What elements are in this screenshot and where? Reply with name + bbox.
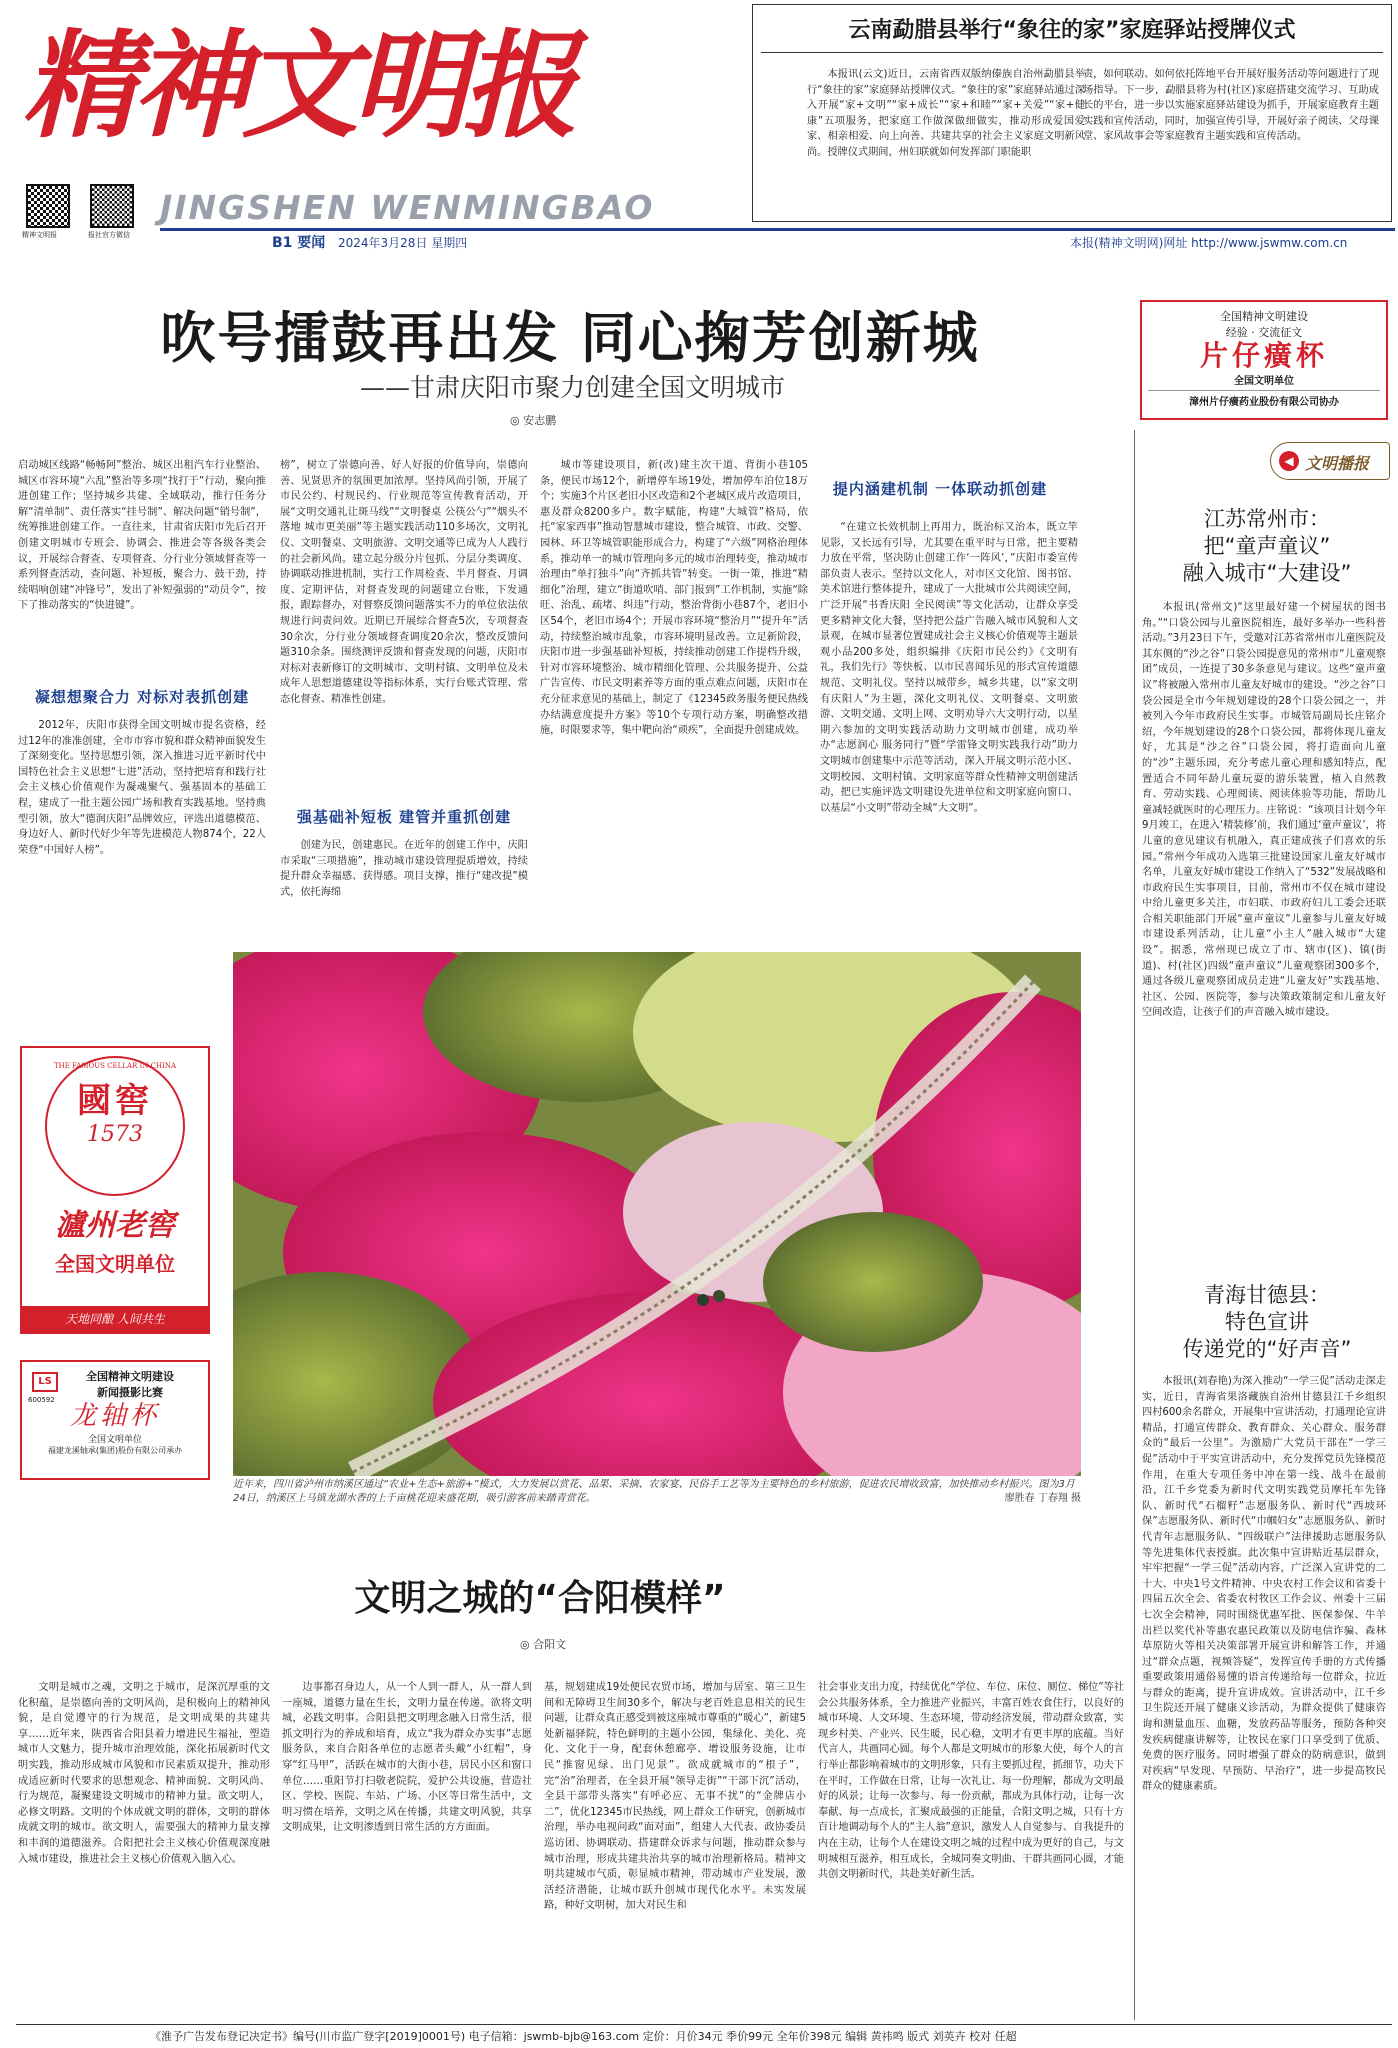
lead-subtitle: ——甘肃庆阳市聚力创建全国文明城市 bbox=[360, 373, 786, 402]
sidebar-s1-text: 本报讯(常州文)“这里最好建一个树屋状的图书角。”“口袋公园与儿童医院相连，最好多举办一些科普活动。”3月23日下午，受邀对江苏省常州市儿童医院及其东侧的“沙之谷”口袋公园提意见的常州市“儿童观察团”成员，一连提了30多条意见与建议。这些“童声童议”将被融入常州市儿童友好城市的建设。“沙之谷”口袋公园是全市今年规划建设的28个口袋公园之一，并被列入今年市政府民生实事。市城管局副局长庄铭介绍，今年规划建设的28个口袋公园，都将体现儿童友好，尤其是“沙之谷”口袋公园，将打造面向儿童的“沙”主题乐园，充分考虑儿童心理和感知特点，配置适合不同年龄儿童玩耍的游乐装置，植入自然教育、劳动实践、心理阅读、阅读体验等功能，帮助儿童减轻就医时的心理压力。庄铭说：“该项目计划今年9月竣工，在进入‘精装修’前，我们通过‘童声童议’，将儿童的意见建议有机融入，真正建成孩子们喜欢的乐园。”常州今年成功入选第三批建设国家儿童友好城市名单，儿童友好城市建设工作纳入了“532”发展战略和市政府民生实事项目，目前，常州市不仅在城市建设中给儿童更多关注，市妇联、市政府妇儿工委会还联合相关职能部门开展“童声童议”儿童参与儿童友好城市建设系列活动，让儿童“小主人”融入城市“大建设”。据悉，常州现已成立了市、辖市(区)、镇(街道)、村(社区)四级“童声童议”儿童观察团300多个，通过各级儿童观察团成员走进“儿童友好”实践基地、社区、公园、医院等，参与决策政策制定和儿童友好空间改造，让孩子们的声音融入城市建设。 bbox=[1142, 602, 1386, 1019]
top-story-col1: 本报讯(云文)近日，云南省西双版纳傣族自治州勐腊县举行“象往的家”家庭驿站授牌仪式。“象往的家”家庭驿站通过深入开展“家+文明”“家+成长”“家+和睦”“家+关爱”“家+健康”五项服务，把家庭工作做深做细做实，推动形成爱国爱家、相亲相爱、向上向善、共建共享的社会主义家庭文明新风尚。授牌仪式期间，州妇联就如何发挥部门职能职 bbox=[807, 69, 1085, 158]
story2-title: 文明之城的“合阳模样” bbox=[354, 1578, 726, 1619]
ad1-line2: 经验 · 交流征文 bbox=[1225, 326, 1303, 339]
longzhou-logo: LS bbox=[32, 1372, 58, 1392]
photo-credit: 廖胜春 丁春翔 摄 bbox=[1004, 1493, 1081, 1504]
sidebar-divider bbox=[1134, 430, 1135, 2020]
sidebar-column-title: 文明播报 bbox=[1305, 454, 1370, 473]
ad2-seal: 國窖 bbox=[77, 1081, 153, 1121]
dateline-rule bbox=[160, 228, 1395, 231]
ad-pianzaihuang bbox=[1140, 300, 1388, 420]
top-story-col2: 责，如何联动、如何依托阵地平台开展好服务活动等问题进行了现场指导。下一步，勐腊县将为村(社区)家庭搭建交流学习、互助成长的平台，进一步以实施家庭驿站建设为抓手，开展家庭教育主题实践和宣传活动，同时，加强宣传引导，开展好亲子阅读、父母课堂、家风故事会等家庭教育主题实践和宣传活动。 bbox=[1083, 69, 1379, 143]
lead-col4: “在建立长效机制上再用力，既治标又治本，既立竿见影，又长远有引导，尤其要在重平时与日常，把主要精力放在平常，坚决防止创建工作‘一阵风’，”庆阳市委宣传部负责人表示。坚持以文化人，对市区文化馆、图书馆、美术馆进行整体提升，建成了一大批城市公共阅读空间，广泛开展“书香庆阳 全民阅读”等文化活动，让群众享受更多精神文化大餐，坚持把公益广告融入城市风貌和人文景观，在城市显著位置建成社会主义核心价值观等主题景观小品200多处，组织编排《庆阳市民公约》《文明有礼，我们先行》等快板、以市民喜闻乐见的形式宣传道德规范、文明礼仪。坚持以城带乡，城乡共建，以“家文明有庆阳人”为主题，深化文明礼仪、文明餐桌、文明旅游、文明交通、文明上网、文明劝导六大文明行动，以星期六参加的文明实践活动助力文明城市创建，成功举办“志愿润心 服务同行”暨“学雷锋文明实践我行动”助力文明城市创建集中示范等活动，深入开展文明示范小区、文明校园、文明村镇、文明家庭等群众性精神文明创建活动，把已实施评选文明建设先进单位和文明家庭向窗口、以基层“小文明”带动全城“大文明”。 bbox=[820, 522, 1078, 814]
ad3-line2: 新闻摄影比赛 bbox=[97, 1386, 163, 1399]
ad2-unit: 全国文明单位 bbox=[55, 1252, 175, 1276]
ad2-brand: 瀘州老窖 bbox=[55, 1208, 175, 1243]
s2-title-line1: 青海甘德县： bbox=[1204, 1283, 1330, 1307]
sidebar-s2-text: 本报讯(刘春艳)为深入推动“一学三促”活动走深走实，近日，青海省果洛藏族自治州甘德县江千乡组织四村600余名群众，开展集中宣讲活动，打通理论宣讲精品，打通宣传群众、教育群众、关心群众、服务群众的“最后一公里”。为激励广大党员干部在“一学三促”活动中于平实宣讲活动中，充分发挥党员先锋模范作用，在重大专项任务中冲在第一线、战斗在最前沿，江千乡党委为新时代文明实践党员摩托车先锋队、新时代“石榴籽”志愿服务队、新时代“西坡环保”志愿服务队、新时代“巾帼妇女”志愿服务队、新时代青年志愿服务队、“四级联户”法律援助志愿服务队等先进集体代表授旗。此次集中宣讲贴近基层群众，牢牢把握“一学三促”活动内容，广泛深入宣讲党的二十大、中央1号文件精神、中央农村工作会议和省委十四届五次全会、省委农村牧区工作会议、州委十三届七次全会精神，同时围绕优惠军批、医保参保、牛羊出栏以奖代补等惠农惠民政策以及防电信诈骗、森林草原防火等相关决策部署开展宣讲和解答工作，并通过“群众点题，视频答疑”，发挥宣传手册的方式传播重要政策用通俗易懂的语言传递给每一位群众，拉近与群众的距离，提升宣讲成效。宣讲活动中，江千乡卫生院还开展了健康义诊活动，为群众提供了健康咨询和测量血压、血糖，发放药品等服务，预防各种突发疾病健康讲解等，让牧民在家门口享受到了优质、免费的医疗服务。同时增强了群众的防病意识，做到对疾病“早发现、早预防、早治疗”，进一步提高牧民群众的健康素质。 bbox=[1142, 1376, 1386, 1793]
qr-label-2: 报社官方微信 bbox=[88, 231, 130, 239]
ad3-line1: 全国精神文明建设 bbox=[86, 1370, 174, 1383]
dateline-section: B1 要闻 bbox=[272, 235, 326, 251]
ad3-stock: 600592 bbox=[28, 1396, 55, 1404]
lead-col2a: 榜”，树立了崇德向善、好人好报的价值导向，崇德向善、见贤思齐的氛围更加浓厚。坚持风尚引领，开展了市民公约、村规民约、行业规范等宣传教育活动，开展“文明交通礼让斑马线”“文明餐桌 公筷公勺”“烟头不落地 城市更美丽”等主题实践活动110多场次，文明礼仪、文明餐桌、文明旅游、文明交通等已成为人人践行的社会新风尚。建立起分级分片包抓、分层分类调度、协调联动推进机制，实行工作周检查、半月督查、月调度、定期评估，对督查发现的问题建立台账，下发通报，跟踪督办，对督察反馈问题落实不力的单位依法依规进行问责问效。近期已开展综合督查5次，专项督查30余次，分行业分领域督查调度20余次，整改反馈问题310余条。围绕测评反馈和督查发现的问题，庆阳市对标对表新修订的文明城市、文明村镇、文明单位及未成年人思想道德建设等指标体系，实行台账式管理、常态化督查、精准性创建。 bbox=[280, 460, 528, 705]
ad-guojiao bbox=[20, 1046, 210, 1334]
top-story-box bbox=[752, 4, 1392, 222]
s2-title-line3: 传递党的“好声音” bbox=[1182, 1337, 1352, 1361]
footer-text: 《淮予广告发布登记决定书》编号(川市监广登字[2019]0001号) 电子信箱：jswmb-bjb@163.com 定价：月价34元 季价99元 全年价398元 编辑 黄祎鸣 版式 刘英卉 校对 任超 bbox=[150, 2030, 1017, 2043]
qr-code-2 bbox=[90, 184, 134, 228]
dateline-site: 本报(精神文明网)网址 http://www.jswmw.com.cn bbox=[1070, 236, 1348, 250]
photo-caption bbox=[233, 1478, 1081, 1506]
lead-byline: ◎ 安志鹏 bbox=[510, 414, 557, 427]
story2-col4: 社会事业支出力度，持续优化“学位、车位、床位、厕位、梯位”等社会公共服务体系，全力推进产业振兴，丰富百姓农食住行，以良好的城市环境、人文环境、生态环境，带动经济发展，带动群众致富，实现乡村美、产业兴、民生暖，民心稳，文明才有更丰厚的底蕴。当好代言人，共画同心圆。每个人都是文明城市的形象大使，每个人的言行举止都影响着城市的文明形象，只有主要抓过程，抓细节，功夫下在平时，工作做在日常，让每一次礼让、每一份理解，都成为文明最好的风景；让每一次参与、每一份贡献，都成为具体行动，让每一次奉献、每一点成长，汇聚成最强的正能量，合阳文明之城，只有十方百计地调动每个人的“主人翁”意识，激发人人自觉参与、自我提升的内在主动，让每个人在建设文明之城的过程中成为更好的自己，与文明城相互滋养，相互成长，全城同奏文明曲、干群共画同心圆，才能共创文明新时代，共赴美好新生活。 bbox=[818, 1682, 1124, 1881]
lead-col3: 城市等建设项目，新(改)建主次干道、背街小巷105条，便民市场12个，新增停车场19处，增加停车泊位18万个；实施3个片区老旧小区改造和2个老城区成片改造项目，惠及群众8200多户。数字赋能，构建“大城管”格局，依托“家家西事”推动智慧城市建设，整合城管、市政、交警、园林、环卫等城管职能形成合力，构建了“六级”网格治理体系，推动单一的城市管理向多元的城市治理转变，推动城市治理由“单打独斗”向“齐抓共管”转变。一街一策，推进“精细化”治理，建立“街道吹哨、部门报到”工作机制，实施“除旺、治乱、疏堵、纠违”行动，整治背街小巷87个，老旧小区54个，老旧市场4个；开展市容环境“整治月”“提升年”活动，持续整治城市乱象，市容环境明显改善。立足新阶段，庆阳市进一步强基础补短板，持续推动创建工作提档升级，针对市容环境整治、城市精细化管理、公共服务提升、公益广告宣传、市民文明素养等方面的重点难点问题，庆阳市在充分征求意见的基础上，制定了《12345政务服务便民热线办结满意度提升方案》等10个专项行动方案，明确整改措施，时限要求等，集中靶向治“顽疾”，全面提升创建成效。 bbox=[540, 460, 808, 737]
lead-col1b: 2012年，庆阳市获得全国文明城市提名资格，经过12年的准准创建，全市市容市貌和群众精神面貌发生了深刻变化。坚持思想引领，深入推进习近平新时代中国特色社会主义思想“七进”活动，坚持把培育和践行社会主义核心价值观作为凝魂聚气、强基固本的基础工程，建成了一批主题公园广场和教育实践基地。坚持典型引领，放大“德润庆阳”品牌效应，评选出道德模范、身边好人、新时代好少年等先进模范人物874个，22人荣登“中国好人榜”。 bbox=[18, 720, 266, 856]
qr-label-1: 精神文明报 bbox=[22, 231, 57, 239]
top-story-title: 云南勐腊县举行“象往的家”家庭驿站授牌仪式 bbox=[761, 13, 1383, 53]
s2-title-line2: 特色宣讲 bbox=[1225, 1310, 1309, 1334]
dateline-date: 2024年3月28日 星期四 bbox=[338, 236, 468, 250]
lead-title: 吹号擂鼓再出发 同心掬芳创新城 bbox=[160, 306, 980, 370]
story2-col2: 边事都召身边人，从一个人到一群人，从一群人到一座城，道德力量在生长，文明力量在传递。欲将文明城，必践文明事。合阳县把文明理念融入日常生活，很抓文明行为的养成和培育，成立“我为群众办实事”志愿服务队，来自合阳各单位的志愿者头戴“小红帽”，身穿“红马甲”，活跃在城市的大街小巷，居民小区和窗口单位……重阳节打扫敬老院院，爱护公共设施，营造社区、学校、医院、车站、广场、小区等日常生活中，文明习惯在培养，文明之风在传播，共建文明风貌，共享文明成果，让文明渗透到日常生活的方方面面。 bbox=[282, 1682, 532, 1834]
ad-longzhou bbox=[20, 1360, 210, 1480]
story2-col3: 基，规划建成19处便民农贸市场，增加与居室、第三卫生间和无障碍卫生间30多个，解决与老百姓息息相关的民生问题，让群众真正感受到被这座城市尊重的“暖心”，新建5处新福驿院，特色鲜明的主题小公园，集绿化、美化、亮化、文化于一身，配套休憩廊亭、增设服务设施，让市民“推窗见绿、出门见景”。欲成就城市的“根子”，完“治”治理者，在全县开展“领导走街”“干部下沉”活动，全县干部带头落实“有呼必应、无事不扰”的“金牌店小二”，优化12345市民热线，网上群众工作研究，创新城市治理，举办电视问政“面对面”，组建人大代表、政协委员巡访团、协调联动、搭建群众诉求与问题，推动群众参与城市治理，形成共建共治共享的城市治理新格局。精神文明共建城市气质，彰显城市精神，带动城市产业发展，激活经济潜能，让城市跃升创城市现代化水平。未实发展路，种好文明树，加大对民生和 bbox=[544, 1682, 806, 1912]
s1-title-line1: 江苏常州市： bbox=[1204, 507, 1330, 531]
qr-code-1 bbox=[26, 184, 70, 228]
ad1-line1: 全国精神文明建设 bbox=[1220, 310, 1308, 323]
masthead-logo: 精神文明报 bbox=[22, 18, 572, 154]
photo-caption-text: 近年来，四川省泸州市纳溪区通过“农业+生态+旅游+”模式，大力发展以赏花、品果、采摘、农家宴、民俗手工艺等为主要特色的乡村旅游，促进农民增收致富，加快推动乡村振兴。图为3月24日，纳溪区上马镇龙湖水香的上千亩桃花迎来盛花期，吸引游客前来踏青赏花。 bbox=[233, 1479, 1075, 1504]
lead-subhead-3: 提内涵建机制 一体联动抓创建 bbox=[832, 480, 1048, 498]
ad3-company: 福建龙溪轴承(集团)股份有限公司承办 bbox=[47, 1446, 183, 1455]
ad3-unit: 全国文明单位 bbox=[87, 1435, 142, 1445]
guojiao-seal bbox=[45, 1056, 185, 1196]
s1-title-line3: 融入城市“大建设” bbox=[1182, 561, 1352, 585]
story2-byline: ◎ 合阳文 bbox=[520, 1638, 567, 1651]
sidebar-s1-title bbox=[1142, 506, 1392, 587]
speaker-icon: ◀ bbox=[1279, 451, 1299, 471]
lead-subhead-2: 强基础补短板 建管并重抓创建 bbox=[296, 808, 512, 826]
footer-rule bbox=[16, 2024, 1392, 2025]
masthead bbox=[18, 6, 758, 239]
lead-col1a: 启动城区线路“畅畅阿”整治、城区出租汽车行业整治、城区市容环境“六乱”整治等多项“找打于”行动，聚向推进创建工作；坚持城乡共建、全域联动，推行任务分解“清单制”、责任落实“挂号制”、解决问题“销号制”，统筹推进创建工作。一直往来，甘肃省庆阳市先后召开创建文明城市专班会、协调会、推进会等各级各类会议，开展综合督查、专项督查、分行业分领域督查等一系列督查活动，查问题、补短板，聚合力、鼓干劲，持续唱响创建“冲锋号”，发出了补短强弱的“动员令”，按下了推动落实的“快进键”。 bbox=[18, 460, 266, 612]
ad1-unit: 全国文明单位 bbox=[1234, 376, 1294, 387]
ad3-brand: 龙轴杯 bbox=[69, 1401, 160, 1431]
photo-illustration bbox=[233, 952, 1081, 1476]
sidebar-column-banner bbox=[1270, 442, 1390, 480]
ad2-slogan: 天地同酿 人间共生 bbox=[22, 1306, 208, 1332]
lead-subhead-1: 凝想想聚合力 对标对表抓创建 bbox=[34, 688, 250, 706]
s1-title-line2: 把“童声童议” bbox=[1203, 534, 1331, 558]
ad1-company: 漳州片仔癀药业股份有限公司协办 bbox=[1148, 390, 1380, 408]
sidebar-s2-title bbox=[1142, 1282, 1392, 1363]
ad2-year: 1573 bbox=[87, 1122, 143, 1147]
ad2-ring: THE FAMOUS CELLAR IN CHINA bbox=[53, 1062, 177, 1070]
lead-col2b: 创建为民，创建惠民。在近年的创建工作中，庆阳市采取“三项措施”，推动城市建设管理提质增效，持续提升群众幸福感、获得感。项目支撑，推行“建改提”模式，依托海绵 bbox=[280, 840, 528, 898]
ad1-brand: 片仔癀杯 bbox=[1199, 339, 1328, 372]
story2-col1: 文明是城市之魂，文明之于城市，是深沉厚重的文化积蕴，是崇德向善的文明风尚，是积极向上的精神风貌，是自觉遵守的行为规范，是文明成果的共建共享……近年来，陕西省合阳县着力增进民生福祉，塑造城市人文魅力，提升城市治理效能，深化拓展新时代文明实践，推动形成城市风貌和市民素质双提升，推动形成适应新时代要求的思想观念、精神面貌、文明风尚、行为规范，凝聚建设文明城市的精神力量。欲文明人，必修文明路。文明的个体成就文明的群体，文明的群体成就文明的城市。欲文明人，需要强大的精神力量支撑和丰润的道德滋养。合阳把社会主义核心价值观深度融入城市建设，推进社会主义核心价值观入脑入心。 bbox=[18, 1682, 270, 1865]
masthead-pinyin: JINGSHEN WENMINGBAO bbox=[160, 188, 655, 227]
photo-peach-blossom bbox=[233, 952, 1081, 1476]
